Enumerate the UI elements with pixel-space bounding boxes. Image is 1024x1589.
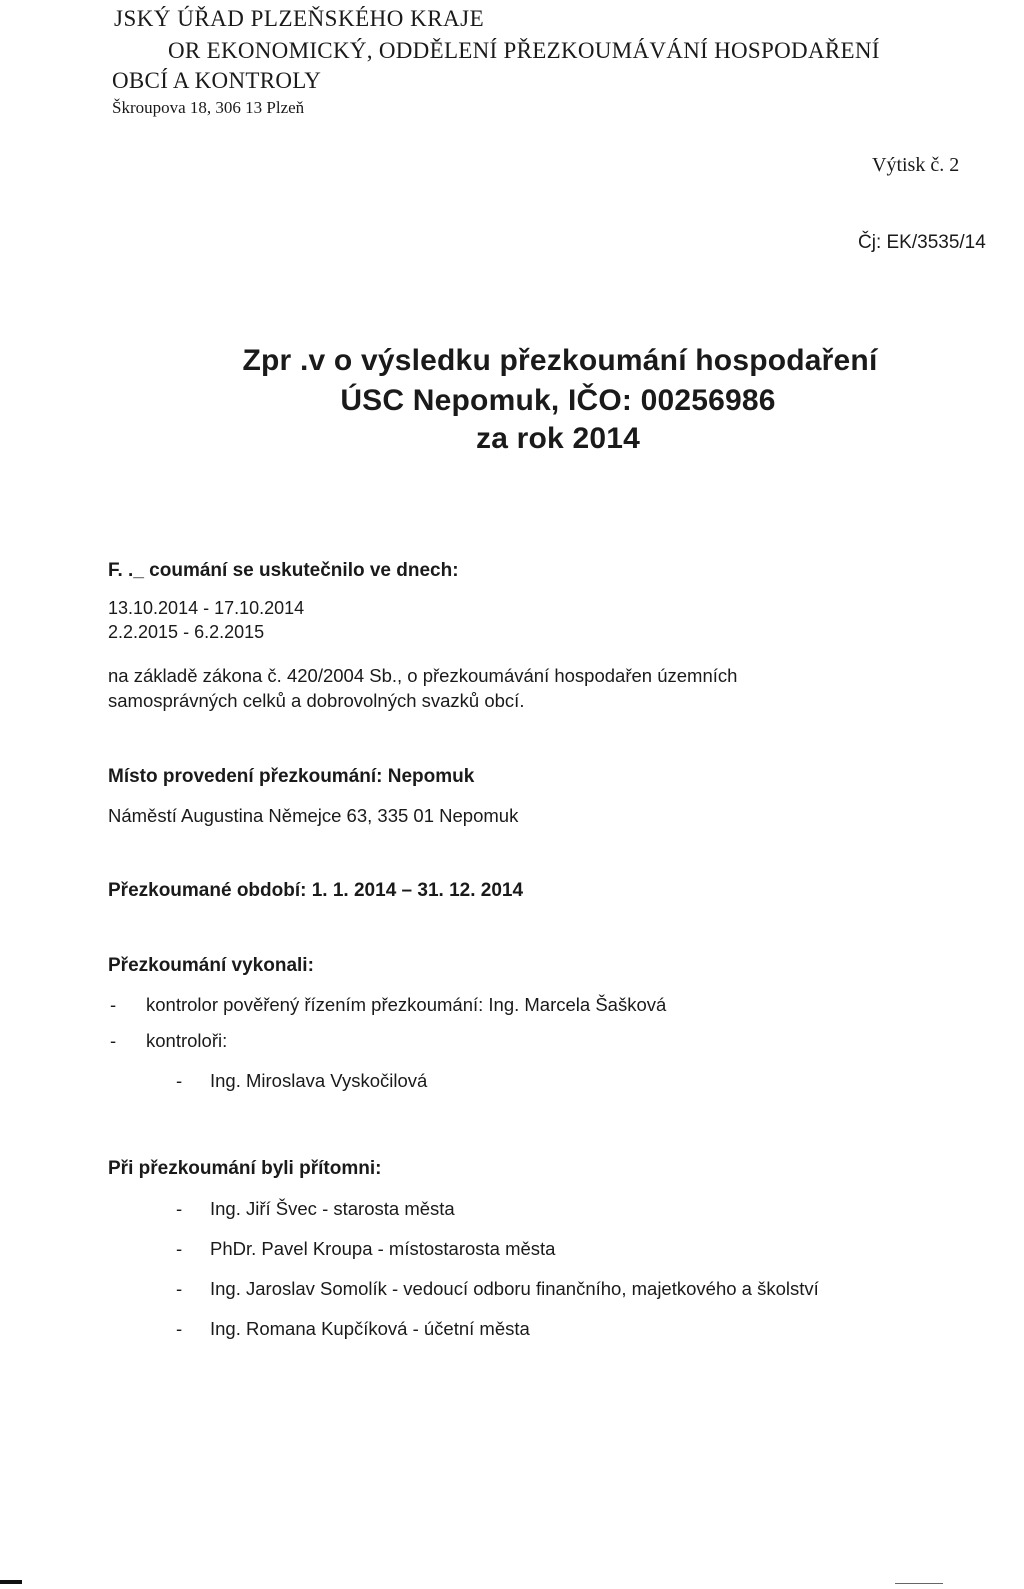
report-year: za rok 2014 (476, 422, 640, 455)
list-item (176, 1198, 455, 1220)
location-label: Místo provedení přezkoumání: Nepomuk (108, 766, 475, 787)
copy-number: Výtisk č. 2 (872, 154, 960, 176)
reviewers-label: Přezkoumání vykonali: (108, 955, 314, 976)
list-dash: - (110, 1030, 117, 1051)
list-item (176, 1278, 819, 1300)
present-person: Ing. Jaroslav Somolík - vedoucí odboru finančního, majetkového a školství (210, 1278, 819, 1299)
report-title: Zpr .v o výsledku přezkoumání hospodaření (242, 344, 878, 377)
list-dash: - (176, 1070, 183, 1091)
list-dash: - (176, 1238, 183, 1259)
reviewer-lead: kontrolor pověřený řízením přezkoumání: Ing. Marcela Šašková (146, 994, 667, 1015)
department-name: OR EKONOMICKÝ, ODDĚLENÍ PŘEZKOUMÁVÁNÍ HOSPODAŘENÍ (168, 38, 880, 63)
department-name-cont: OBCÍ A KONTROLY (112, 68, 322, 93)
present-person: Ing. Romana Kupčíková - účetní města (210, 1318, 530, 1339)
list-item (176, 1318, 530, 1340)
office-address: Škroupova 18, 306 13 Plzeň (112, 98, 305, 117)
list-dash: - (176, 1278, 183, 1299)
list-dash: - (110, 994, 117, 1015)
report-subject: ÚSC Nepomuk, IČO: 00256986 (340, 384, 776, 417)
inspector-1: Ing. Miroslava Vyskočilová (210, 1070, 428, 1091)
office-name: JSKÝ ÚŘAD PLZEŇSKÉHO KRAJE (114, 6, 485, 31)
legal-basis-line-2: samosprávných celků a dobrovolných svazků obcí. (108, 690, 525, 711)
list-dash: - (176, 1318, 183, 1339)
reviewer-lead-item (110, 994, 666, 1016)
present-person: PhDr. Pavel Kroupa - místostarosta města (210, 1238, 556, 1259)
review-dates-label: F. ._ coumání se uskutečnilo ve dnech: (108, 560, 459, 581)
legal-basis-line-1: na základě zákona č. 420/2004 Sb., o přezkoumávání hospodařen územních (108, 665, 738, 686)
list-dash: - (176, 1198, 183, 1219)
reviewed-period: Přezkoumané období: 1. 1. 2014 – 31. 12. 2014 (108, 880, 524, 901)
review-period-1: 13.10.2014 - 17.10.2014 (108, 598, 305, 618)
review-period-2: 2.2.2015 - 6.2.2015 (108, 622, 265, 642)
scan-mark (895, 1583, 943, 1584)
location-address: Náměstí Augustina Němejce 63, 335 01 Nepomuk (108, 805, 519, 826)
present-person: Ing. Jiří Švec - starosta města (210, 1198, 455, 1219)
inspectors-item (110, 1030, 227, 1052)
reference-number: Čj: EK/3535/14 (858, 232, 986, 253)
present-label: Při přezkoumání byli přítomni: (108, 1158, 382, 1179)
scan-mark (0, 1580, 22, 1584)
inspectors-label: kontroloři: (146, 1030, 228, 1051)
list-item (176, 1238, 555, 1260)
inspector-1-item (176, 1070, 427, 1092)
